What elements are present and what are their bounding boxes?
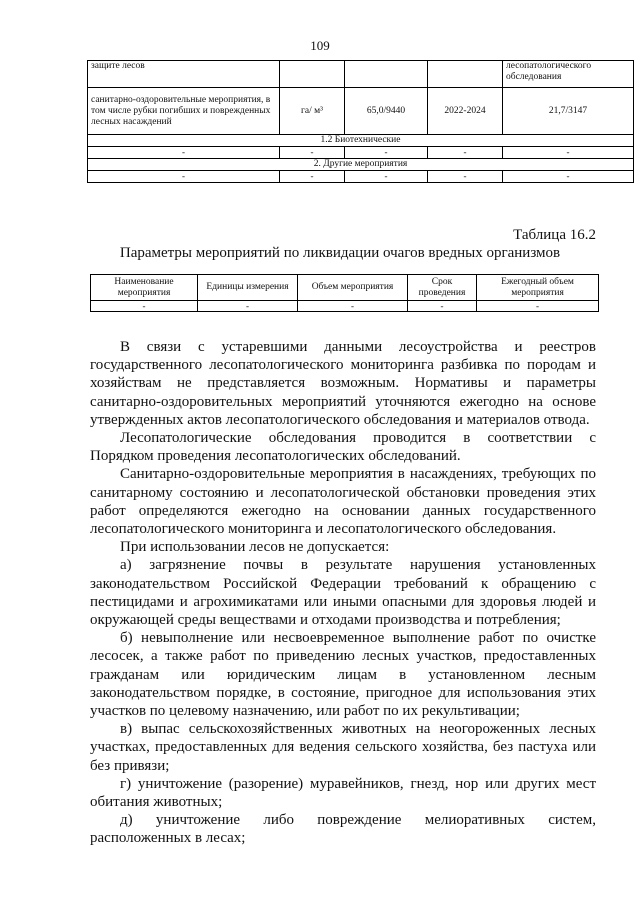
pest-elimination-table xyxy=(90,274,599,312)
section-heading: 2. Другие мероприятия xyxy=(88,159,634,171)
table-cell: - xyxy=(503,147,634,159)
table-row xyxy=(88,88,634,135)
table-cell: - xyxy=(428,171,503,183)
table-cell: 21,7/3147 xyxy=(503,88,634,135)
table-section-row xyxy=(88,135,634,147)
table-row xyxy=(88,171,634,183)
list-item: б) невыполнение или несвоевременное выполнение работ по очистке лесосек, а также работ по приведению лесных участков, предоставленных гражданам или юридическим лицам в установленном лесным законодательством порядке, в состояние, пригодное для использования этих участков по целевому назначению, или работ по их рекультивации; xyxy=(90,630,596,720)
forest-protection-table xyxy=(87,60,634,183)
table-cell: - xyxy=(428,147,503,159)
table-cell: санитарно-оздоровительные мероприятия, в том числе рубки погибших и поврежденных лесных насаждений xyxy=(88,88,280,135)
table-cell: защите лесов xyxy=(88,61,280,88)
table-caption: Таблица 16.2 xyxy=(513,227,596,243)
table-row xyxy=(91,301,599,312)
table-cell xyxy=(428,61,503,88)
column-header: Объем мероприятия xyxy=(298,275,408,301)
table-row xyxy=(88,147,634,159)
table-cell: - xyxy=(88,147,280,159)
table-cell: лесопатологического обследования xyxy=(503,61,634,88)
list-item: а) загрязнение почвы в результате нарушения установленных законодательством Российской Федерации требований к обращению с пестицидами и агрохимикатами или иными опасными для здоровья людей и окружающей среды веществами и отходами производства и потребления; xyxy=(90,557,596,629)
paragraph: Лесопатологические обследования проводится в соответствии с Порядком проведения лесопатологических обследований. xyxy=(90,430,596,465)
table-cell: - xyxy=(88,171,280,183)
table-header-row xyxy=(91,275,599,301)
table-cell: - xyxy=(345,147,428,159)
paragraph: Санитарно-оздоровительные мероприятия в насаждениях, требующих по санитарному состоянию и лесопатологической обстановки проведения этих работ определяются ежегодно на основании данных государственного лесопатологического мониторинга и лесопатологического обследования. xyxy=(90,466,596,538)
list-item: в) выпас сельскохозяйственных животных на неогороженных лесных участках, предоставленных для ведения сельского хозяйства, без пастуха или без привязи; xyxy=(90,721,596,774)
page-number: 109 xyxy=(310,38,330,53)
table-cell: 2022-2024 xyxy=(428,88,503,135)
table-cell: - xyxy=(345,171,428,183)
column-header: Ежегодный объем мероприятия xyxy=(477,275,599,301)
table-section-row xyxy=(88,159,634,171)
table-cell: - xyxy=(408,301,477,312)
table-cell: - xyxy=(298,301,408,312)
table-cell: - xyxy=(280,171,345,183)
table-cell: - xyxy=(91,301,198,312)
column-header: Наименование мероприятия xyxy=(91,275,198,301)
column-header: Срок проведения xyxy=(408,275,477,301)
paragraph: При использовании лесов не допускается: xyxy=(120,539,390,556)
column-header: Единицы измерения xyxy=(198,275,298,301)
paragraph: В связи с устаревшими данными лесоустройства и реестров государственного лесопатологического мониторинга разбивка по породам и хозяйствам не представляется возможным. Нормативы и параметры санитарно-оздоровительных мероприятий уточняются ежегодно на основе утвержденных актов лесопатологического обследования и материалов отвода. xyxy=(90,339,596,428)
table-cell: - xyxy=(280,147,345,159)
table-cell: 65,0/9440 xyxy=(345,88,428,135)
list-item: г) уничтожение (разорение) муравейников, гнезд, нор или других мест обитания животных; xyxy=(90,775,596,811)
table-cell: - xyxy=(503,171,634,183)
table-cell xyxy=(345,61,428,88)
table-row xyxy=(88,61,634,88)
table-cell: га/ м³ xyxy=(280,88,345,135)
table-cell: - xyxy=(477,301,599,312)
body-text xyxy=(90,338,596,848)
table-cell xyxy=(280,61,345,88)
table-cell: - xyxy=(198,301,298,312)
table-title: Параметры мероприятий по ликвидации очагов вредных организмов xyxy=(119,245,561,261)
section-heading: 1.2 Биотехнические xyxy=(88,135,634,147)
list-item: д) уничтожение либо повреждение мелиоративных систем, расположенных в лесах; xyxy=(90,812,596,847)
